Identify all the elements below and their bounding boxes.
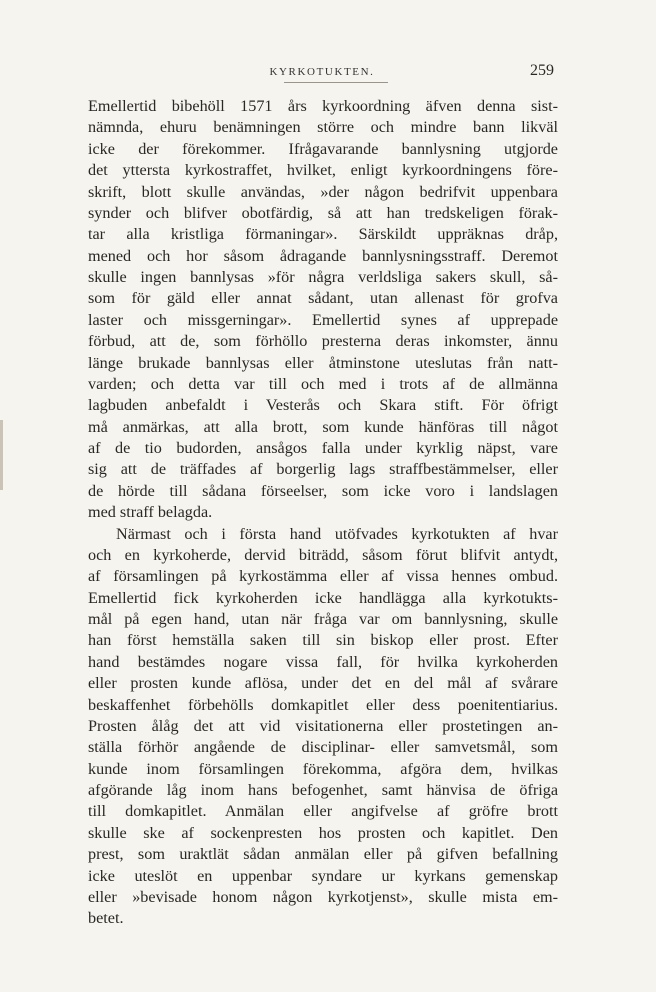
text-line: Prosten ålåg det att vid visitationerna eller prostetingen an-: [88, 716, 558, 735]
text-line: eller »bevisade honom någon kyrkotjenst», skulle mista em-: [88, 887, 558, 906]
text-line: Emellertid bibehöll 1571 års kyrkoordning äfven denna sist-: [88, 97, 558, 115]
text-line: det yttersta kyrkostraffet, hvilket, enligt kyrkoordningens före-: [88, 161, 558, 180]
text-line: som för gäld eller annat sådant, utan allenast för grofva: [88, 289, 558, 308]
text-line: sig att de träffades af borgerlig lags straffbestämmelser, eller: [88, 460, 558, 479]
text-line: skulle ingen bannlysas »för några verldsliga sakers skull, så-: [88, 268, 558, 286]
header-rule: [284, 82, 388, 83]
text-line: ställa förhör angående de disciplinar- eller samvetsmål, som: [88, 738, 558, 757]
text-line: och en kyrkoherde, dervid biträdd, såsom förut blifvit antydt,: [88, 545, 558, 564]
text-line: beskaffenhet förbehölls domkapitlet eller dess poenitentiarius.: [88, 695, 558, 714]
text-line: nämnda, ehuru benämningen större och mindre bann likväl: [88, 118, 558, 137]
text-line: eller prosten kunde aflösa, under det en del mål af svårare: [88, 674, 558, 693]
text-line: lagbuden anbefaldt i Vesterås och Skara stift. För öfrigt: [88, 396, 558, 415]
text-line: af församlingen på kyrkostämma eller af vissa hennes ombud.: [88, 567, 558, 586]
text-line: afgörande låg inom hans befogenhet, samt hänvisa de öfriga: [88, 781, 558, 799]
text-line: hand bestämdes nogare vissa fall, för hvilka kyrkoherden: [88, 652, 558, 671]
text-line: icke der förekommer. Ifrågavarande bannlysning utgjorde: [88, 139, 558, 158]
text-line: mened och hor såsom ådragande bannlysningsstraff. Deremot: [88, 246, 558, 265]
text-line: de hörde till sådana förseelser, som icke voro i landslagen: [88, 481, 558, 500]
text-line: mål på egen hand, utan när fråga var om bannlysning, skulle: [88, 610, 558, 628]
text-line: Emellertid fick kyrkoherden icke handlägga alla kyrkotukts-: [88, 588, 558, 607]
text-line: han först hemställa saken till sin biskop eller prost. Efter: [88, 631, 558, 650]
body-text: [88, 96, 558, 930]
page-header: [88, 62, 556, 86]
text-line: betet.: [88, 909, 124, 928]
running-head: KYRKOTUKTEN.: [269, 66, 375, 78]
text-line: synder och blifver obotfärdig, så att han tredskeligen förak-: [88, 203, 558, 222]
text-line: laster och missgerningar». Emellertid synes af upprepade: [88, 310, 558, 329]
text-line: af de tio budorden, ansågos falla under kyrklig näpst, vare: [88, 439, 558, 457]
text-line: skrift, blott skulle användas, »der någon bedrifvit uppenbara: [88, 182, 558, 201]
text-line: prest, som uraktlät sådan anmälan eller på gifven befallning: [88, 845, 558, 864]
text-line: till domkapitlet. Anmälan eller angifvelse af gröfre brott: [88, 802, 558, 821]
text-line: förbud, att de, som förhöllo presterna deras inkomster, ännu: [88, 332, 558, 351]
text-line: Närmast och i första hand utöfvades kyrkotukten af hvar: [116, 524, 558, 543]
text-line: med straff belagda.: [88, 503, 213, 522]
text-line: tar alla kristliga förmaningar». Särskildt uppräknas dråp,: [88, 225, 558, 244]
text-line: länge brukade bannlysas eller åtminstone uteslutas från natt-: [88, 353, 558, 372]
gutter-shadow: [0, 420, 3, 490]
page-number: 259: [530, 62, 554, 79]
text-line: varden; och detta var till och med i trots af de allmänna: [88, 374, 558, 393]
text-line: kunde inom församlingen förekomma, afgöra dem, hvilkas: [88, 759, 558, 778]
text-line: skulle ske af sockenpresten hos prosten och kapitlet. Den: [88, 823, 558, 842]
text-line: må anmärkas, att alla brott, som kunde hänföras till något: [88, 417, 558, 436]
text-line: icke uteslöt en uppenbar syndare ur kyrkans gemenskap: [88, 866, 558, 885]
